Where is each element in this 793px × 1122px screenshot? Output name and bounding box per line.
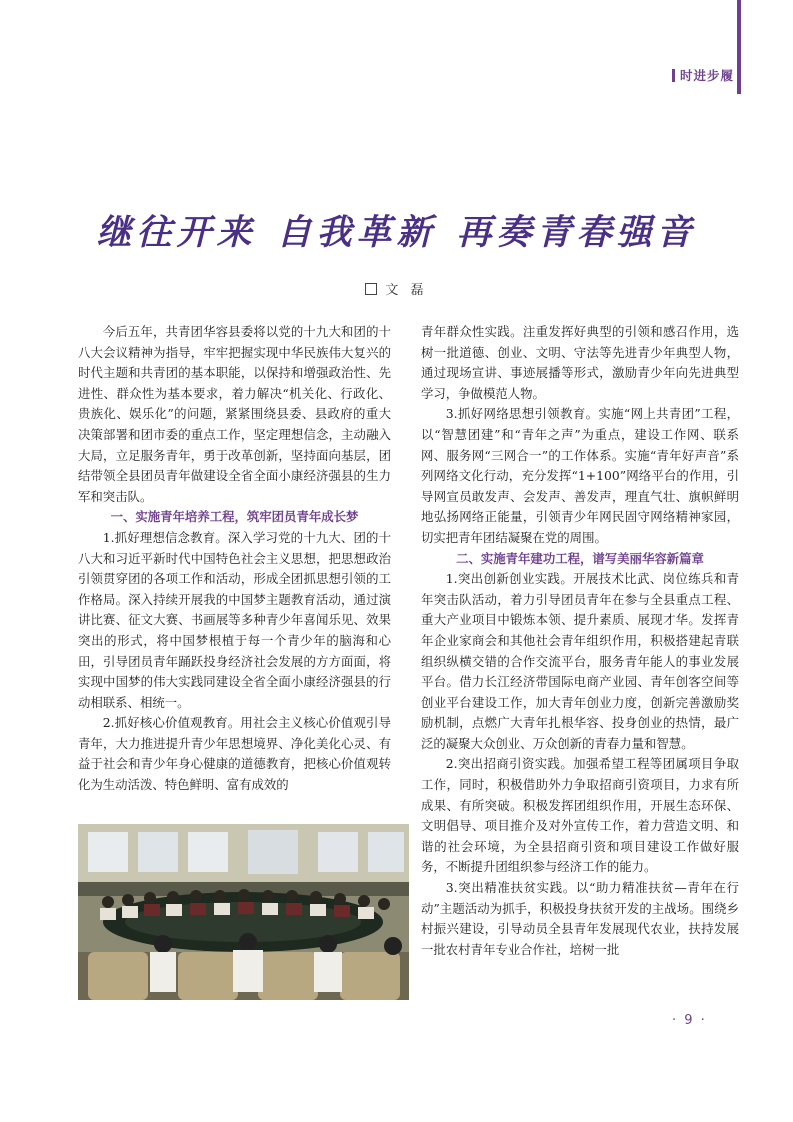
section-heading-1: 一、实施青年培养工程，筑牢团员青年成长梦 bbox=[110, 509, 359, 525]
page-number: · 9 · bbox=[672, 1013, 707, 1028]
left-column bbox=[78, 322, 391, 796]
paragraph-network: 3.抓好网络思想引领教育。实施“网上共青团”工程，以“智慧团建”和“青年之声”为重点，建设工作网、联系网、服务网“三网合一”的工作体系。实施“青年好声音”系列网络文化行动，充分发挥“1+100”网络平台的作用，引导网宣员敢发声、会发声、善发声，理直气壮、旗帜鲜明地弘扬网络正能量，引领青少年网民固守网络精神家园，切实把青年团结凝聚在党的周围。 bbox=[421, 406, 739, 545]
header-accent-bar bbox=[737, 0, 741, 94]
section-heading-2: 二、实施青年建功工程，谱写美丽华容新篇章 bbox=[456, 550, 704, 566]
paragraph-core-values: 2.抓好核心价值观教育。用社会主义核心价值观引导青年，大力推进提升青少年思想境界、净化美化心灵、有益于社会和青少年身心健康的道德教育，把核心价值观转化为生动活泼、特色鲜明、富有成效的 bbox=[78, 715, 391, 793]
paragraph-investment: 2.突出招商引资实践。加强希望工程等团属项目争取工作，同时，积极借助外力争取招商引资项目，力求有所成果、有所突破。积极发挥团组织作用，开展生态环保、文明倡导、项目推介及对外宣传工作，着力营造文明、和谐的社会环境，为全县招商引资和项目建设工作做好服务，不断提升团组织参与经济工作的能力。 bbox=[421, 756, 739, 875]
paragraph-innovation: 1.突出创新创业实践。开展技术比武、岗位练兵和青年突击队活动，着力引导团员青年在参与全县重点工程、重大产业项目中锻炼本领、提升素质、展现才华。发挥青年企业家商会和其他社会青年组织作用，积极搭建起青联组织纵横交错的合作交流平台，服务青年能人的事业发展平台。借力长江经济带国际电商产业园、青年创客空间等创业平台建设工作，加大青年创业力度，创新完善激励奖励机制，点燃广大青年扎根华容、投身创业的热情，最广泛的凝聚大众创业、万众创新的青春力量和智慧。 bbox=[421, 571, 739, 751]
title-part-3: 再奏青春强音 bbox=[456, 212, 697, 253]
paragraph-ideals: 1.抓好理想信念教育。深入学习党的十九大、团的十八大和习近平新时代中国特色社会主义思想，把思想政治引领贯穿团的各项工作和活动，形成全团抓思想引领的工作格局。深入持续开展我的中国梦主题教育活动，通过演讲比赛、征文大赛、书画展等多种青少年喜闻乐见、效果突出的形式，将中国梦根植于每一个青少年的脑海和心田，引导团员青年踊跃投身经济社会发展的方方面面，将实现中国梦的伟大实践同建设全省全面小康经济强县的行动相联系、相统一。 bbox=[78, 529, 391, 710]
article-title bbox=[0, 205, 793, 255]
byline bbox=[0, 279, 793, 298]
section-tag-bar bbox=[672, 69, 675, 82]
section-tag-label: 时进步履 bbox=[679, 68, 734, 83]
title-part-2: 自我革新 bbox=[276, 212, 437, 253]
intro-paragraph: 今后五年，共青团华容县委将以党的十九大和团的十八大会议精神为指导，牢牢把握实现中华民族伟大复兴的时代主题和共青团的基本职能，以保持和增强政治性、先进性、群众性为基本要求，着力解决“机关化、行政化、贵族化、娱乐化”的问题，紧紧围绕县委、县政府的重大决策部署和团市委的重点工作，坚定理想信念，主动融入大局，立足服务青年，勇于改革创新，坚持面向基层，团结带领全县团员青年做建设全省全面小康经济强县的生力军和突击队。 bbox=[78, 324, 391, 504]
title-part-1: 继往开来 bbox=[96, 212, 257, 253]
byline-box-icon bbox=[365, 283, 377, 295]
paragraph-poverty: 3.突出精准扶贫实践。以“助力精准扶贫—青年在行动”主题活动为抓手，积极投身扶贫开发的主战场。围绕乡村振兴建设，引导动员全县青年发展现代农业，扶持发展一批农村青年专业合作社，培树一批 bbox=[421, 880, 739, 957]
meeting-photo bbox=[78, 824, 409, 1000]
continuation-paragraph: 青年群众性实践。注重发挥好典型的引领和感召作用，选树一批道德、创业、文明、守法等先进青少年典型人物，通过现场宣讲、事迹展播等形式，激励青少年向先进典型学习，争做模范人物。 bbox=[421, 324, 739, 401]
byline-author: 文 磊 bbox=[385, 283, 428, 298]
right-column bbox=[421, 322, 739, 960]
section-tag bbox=[640, 66, 734, 84]
